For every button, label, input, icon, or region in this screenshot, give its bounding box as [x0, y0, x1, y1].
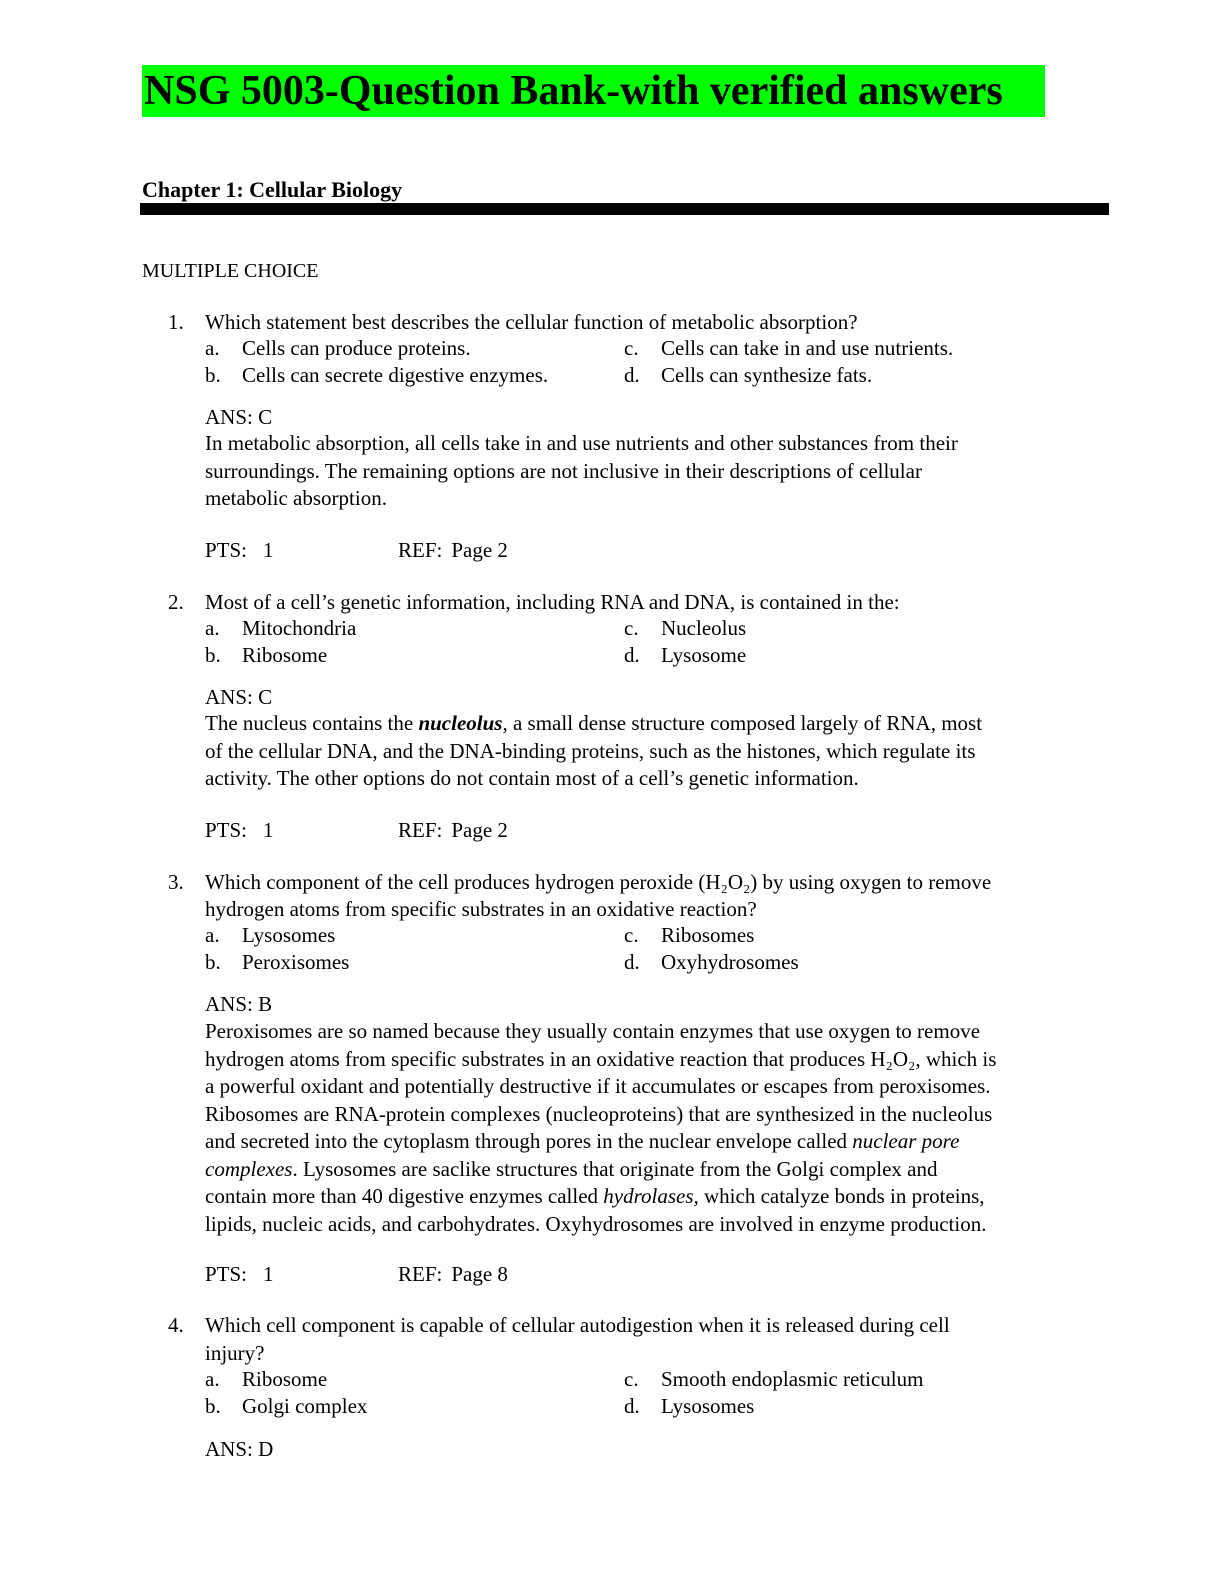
points	[205, 817, 274, 844]
option-text: Cells can secrete digestive enzymes.	[242, 363, 549, 387]
option-letter: b.	[205, 363, 221, 387]
option-text: Nucleolus	[661, 616, 747, 640]
document-title: NSG 5003-Question Bank-with verified answers	[142, 65, 1045, 117]
rationale-text: The nucleus contains the	[205, 711, 419, 735]
option-a	[205, 922, 335, 949]
rationale-emphasis: nucleolus	[418, 711, 503, 735]
points-value: 1	[263, 1262, 274, 1286]
option-letter: b.	[205, 1394, 221, 1418]
option-letter: a.	[205, 616, 220, 640]
reference-value: Page 8	[451, 1262, 508, 1286]
question-text: injury?	[205, 1341, 265, 1365]
option-letter: d.	[624, 643, 640, 667]
option-letter: d.	[624, 363, 640, 387]
rationale-text: and secreted into the cytoplasm through pores in the nuclear envelope called	[205, 1129, 853, 1153]
reference-label: REF:	[398, 818, 443, 842]
rationale-text: . Lysosomes are saclike structures that originate from the Golgi complex and	[292, 1156, 938, 1181]
rationale-line: metabolic absorption.	[205, 486, 387, 510]
question-text: Most of a cell’s genetic information, including RNA and DNA, is contained in the:	[205, 590, 900, 614]
question-text: hydrogen atoms from specific substrates in an oxidative reaction?	[205, 897, 757, 921]
rationale	[205, 430, 1110, 513]
points	[205, 537, 274, 564]
answer-key: ANS: D	[205, 1437, 274, 1461]
option-d	[624, 362, 872, 389]
option-c	[624, 615, 746, 642]
option-letter: c.	[624, 616, 639, 640]
rationale	[205, 1018, 1110, 1238]
points	[205, 1261, 274, 1288]
rationale-text: which catalyze bonds in proteins,	[698, 1184, 985, 1208]
option-d	[624, 1393, 754, 1420]
points-label: PTS:	[205, 1262, 248, 1286]
option-b	[205, 362, 548, 389]
rationale-line	[205, 710, 1110, 738]
option-d	[624, 642, 746, 669]
option-text: Lysosome	[661, 643, 747, 667]
points-label: PTS:	[205, 538, 248, 562]
question-text: Which component of the cell produces hydrogen peroxide (H₂O₂) by using oxygen to remove	[205, 870, 992, 894]
option-a	[205, 615, 356, 642]
option-text: Cells can synthesize fats.	[661, 363, 873, 387]
answer-key: ANS: B	[205, 992, 273, 1016]
rationale-line	[205, 1183, 1110, 1211]
option-letter: d.	[624, 950, 640, 974]
option-b	[205, 1393, 367, 1420]
option-letter: d.	[624, 1394, 640, 1418]
rationale-line: surroundings. The remaining options are not inclusive in their descriptions of cellular	[205, 458, 922, 483]
question-number: 1.	[168, 310, 184, 334]
chapter-heading: Chapter 1: Cellular Biology	[142, 177, 403, 202]
option-c	[624, 922, 754, 949]
rationale-line: activity. The other options do not contain most of a cell’s genetic information.	[205, 766, 859, 790]
option-letter: a.	[205, 336, 220, 360]
option-letter: c.	[624, 923, 639, 947]
points-value: 1	[263, 818, 274, 842]
reference-value: Page 2	[451, 538, 508, 562]
reference-label: REF:	[398, 538, 443, 562]
rationale	[205, 710, 1110, 793]
reference	[398, 1261, 508, 1288]
option-letter: b.	[205, 643, 221, 667]
option-text: Lysosomes	[661, 1394, 755, 1418]
rationale-emphasis: complexes	[205, 1156, 293, 1181]
option-c	[624, 1366, 923, 1393]
option-text: Ribosome	[242, 1367, 328, 1391]
rationale-text: , a small dense structure composed largely of RNA, most	[502, 711, 983, 735]
option-text: Cells can produce proteins.	[242, 336, 471, 360]
rationale-line: Ribosomes are RNA-protein complexes (nucleoproteins) that are synthesized in the nucleolus	[205, 1101, 993, 1126]
option-text: Ribosome	[242, 643, 328, 667]
option-b	[205, 642, 327, 669]
rationale-emphasis: hydrolases,	[603, 1184, 699, 1208]
option-c	[624, 335, 953, 362]
rationale-line: In metabolic absorption, all cells take in and use nutrients and other substances from their	[205, 431, 958, 455]
question-number: 2.	[168, 590, 184, 614]
rationale-line: lipids, nucleic acids, and carbohydrates. Oxyhydrosomes are involved in enzyme production.	[205, 1211, 987, 1236]
option-text: Cells can take in and use nutrients.	[661, 336, 954, 360]
answer-key: ANS: C	[205, 405, 273, 429]
reference	[398, 817, 508, 844]
rationale-line: a powerful oxidant and potentially destructive if it accumulates or escapes from peroxisomes.	[205, 1074, 991, 1098]
question-number: 4.	[168, 1313, 184, 1337]
option-text: Lysosomes	[242, 923, 336, 947]
option-d	[624, 949, 799, 976]
option-letter: c.	[624, 336, 639, 360]
points-value: 1	[263, 538, 274, 562]
option-text: Oxyhydrosomes	[661, 950, 799, 974]
rationale-emphasis: nuclear pore	[852, 1129, 960, 1153]
reference-label: REF:	[398, 1262, 443, 1286]
option-text: Mitochondria	[242, 616, 357, 640]
question-number: 3.	[168, 870, 184, 894]
option-b	[205, 949, 349, 976]
answer-key: ANS: C	[205, 685, 273, 709]
option-a	[205, 335, 471, 362]
rationale-line: of the cellular DNA, and the DNA-binding proteins, such as the histones, which regulate its	[205, 738, 976, 763]
rationale-line	[205, 1156, 1110, 1184]
option-letter: c.	[624, 1367, 639, 1391]
option-letter: a.	[205, 923, 220, 947]
option-a	[205, 1366, 327, 1393]
points-label: PTS:	[205, 818, 248, 842]
option-letter: a.	[205, 1367, 220, 1391]
option-text: Smooth endoplasmic reticulum	[661, 1367, 924, 1391]
rationale-line: Peroxisomes are so named because they usually contain enzymes that use oxygen to remove	[205, 1019, 981, 1043]
reference	[398, 537, 508, 564]
section-heading: MULTIPLE CHOICE	[142, 260, 319, 282]
option-text: Golgi complex	[242, 1394, 368, 1418]
option-text: Ribosomes	[661, 923, 755, 947]
question-text: Which cell component is capable of cellular autodigestion when it is released during cell	[205, 1313, 950, 1337]
rationale-line: hydrogen atoms from specific substrates in an oxidative reaction that produces H₂O₂, which is	[205, 1046, 997, 1071]
rationale-text: contain more than 40 digestive enzymes called	[205, 1184, 604, 1208]
option-text: Peroxisomes	[242, 950, 350, 974]
reference-value: Page 2	[451, 818, 508, 842]
option-letter: b.	[205, 950, 221, 974]
chapter-rule	[140, 203, 1109, 215]
rationale-line	[205, 1128, 1110, 1156]
question-text: Which statement best describes the cellular function of metabolic absorption?	[205, 310, 858, 334]
